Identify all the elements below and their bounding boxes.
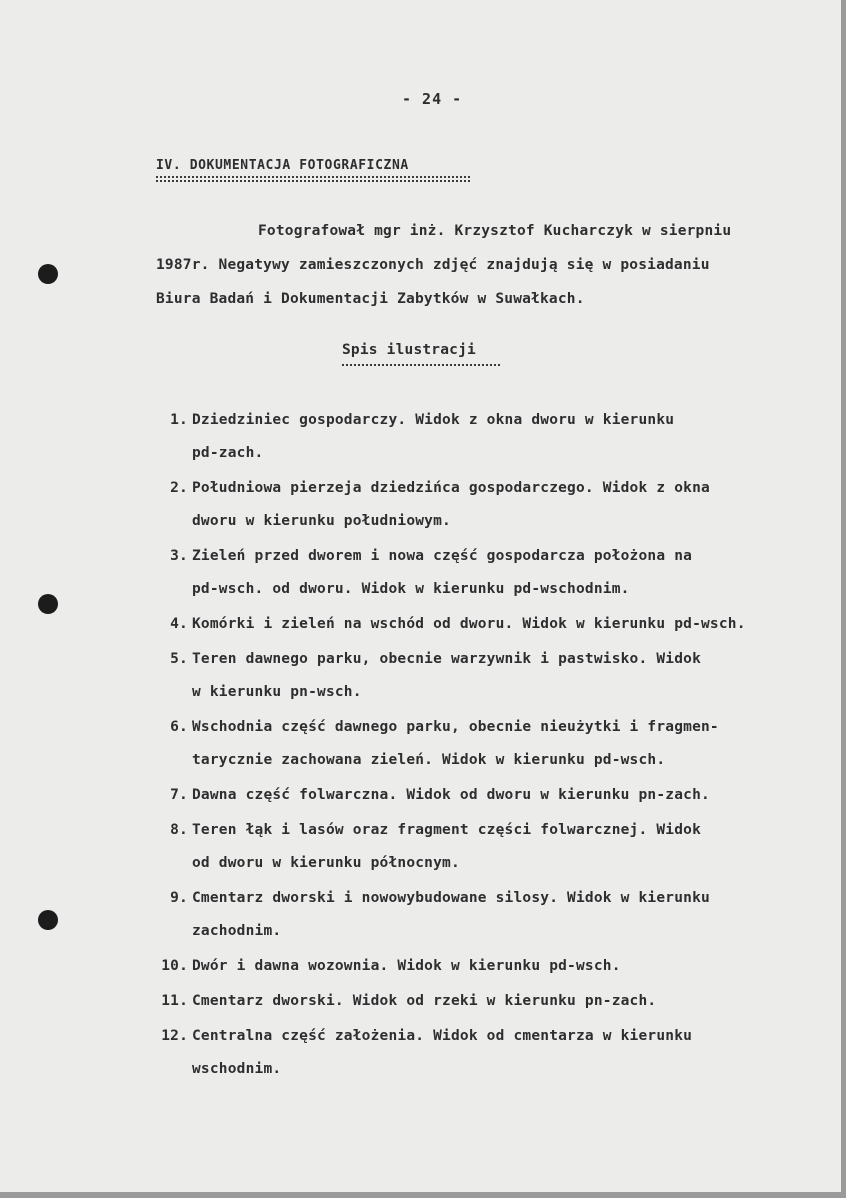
illustration-caption: Centralna część założenia. Widok od cmentarza w kierunku wschodnim. — [192, 1028, 693, 1077]
illustration-item — [152, 779, 841, 812]
illustration-caption: Teren łąk i lasów oraz fragment części folwarcznej. Widok od dworu w kierunku północnym. — [192, 822, 701, 871]
intro-line: 1987r. Negatywy zamieszczonych zdjęć znajdują się w posiadaniu — [156, 257, 710, 273]
illustration-item — [152, 472, 841, 538]
illustration-item — [152, 950, 841, 983]
illustration-caption: Wschodnia część dawnego parku, obecnie nieużytki i fragmen- tarycznie zachowana zieleń. Widok w kierunku pd-wsch. — [192, 719, 719, 768]
page-number: - 24 - — [402, 90, 463, 108]
illustration-item — [152, 608, 841, 641]
illustration-caption: Południowa pierzeja dziedzińca gospodarczego. Widok z okna dworu w kierunku południowym. — [192, 480, 710, 529]
illustration-number: 11. — [161, 993, 188, 1009]
illustration-number: 5. — [170, 651, 188, 667]
illustration-item — [152, 711, 841, 777]
intro-paragraph — [156, 214, 816, 316]
punch-hole — [38, 594, 58, 614]
illustration-number: 8. — [170, 822, 188, 838]
punch-hole — [38, 264, 58, 284]
illustration-item — [152, 643, 841, 709]
illustration-list — [152, 404, 841, 1088]
illustration-item — [152, 814, 841, 880]
illustration-number: 1. — [170, 412, 188, 428]
illustration-item — [152, 404, 841, 470]
illustration-caption: Cmentarz dworski. Widok od rzeki w kierunku pn-zach. — [192, 993, 657, 1009]
illustration-caption: Zieleń przed dworem i nowa część gospodarcza położona na pd-wsch. od dworu. Widok w kierunku pd-wschodnim. — [192, 548, 693, 597]
list-title: Spis ilustracji — [342, 342, 476, 358]
intro-line: Biura Badań i Dokumentacji Zabytków w Suwałkach. — [156, 291, 585, 307]
illustration-caption: Dwór i dawna wozownia. Widok w kierunku pd-wsch. — [192, 958, 621, 974]
illustration-caption: Cmentarz dworski i nowowybudowane silosy. Widok w kierunku zachodnim. — [192, 890, 710, 939]
illustration-number: 10. — [161, 958, 188, 974]
illustration-item — [152, 882, 841, 948]
illustration-number: 9. — [170, 890, 188, 906]
illustration-number: 7. — [170, 787, 188, 803]
list-title-underline — [342, 364, 500, 366]
illustration-item — [152, 985, 841, 1018]
illustration-number: 4. — [170, 616, 188, 632]
illustration-caption: Komórki i zieleń na wschód od dworu. Widok w kierunku pd-wsch. — [192, 616, 746, 632]
illustration-caption: Teren dawnego parku, obecnie warzywnik i pastwisko. Widok w kierunku pn-wsch. — [192, 651, 701, 700]
illustration-caption: Dawna część folwarczna. Widok od dworu w kierunku pn-zach. — [192, 787, 710, 803]
section-title: IV. DOKUMENTACJA FOTOGRAFICZNA — [156, 158, 409, 173]
illustration-number: 12. — [161, 1028, 188, 1044]
intro-line: Fotografował mgr inż. Krzysztof Kucharczyk w sierpniu — [258, 223, 732, 239]
illustration-number: 6. — [170, 719, 188, 735]
illustration-item — [152, 1020, 841, 1086]
illustration-caption: Dziedziniec gospodarczy. Widok z okna dworu w kierunku pd-zach. — [192, 412, 675, 461]
illustration-number: 2. — [170, 480, 188, 496]
punch-hole — [38, 910, 58, 930]
illustration-item — [152, 540, 841, 606]
section-title-underline — [156, 176, 470, 182]
illustration-number: 3. — [170, 548, 188, 564]
